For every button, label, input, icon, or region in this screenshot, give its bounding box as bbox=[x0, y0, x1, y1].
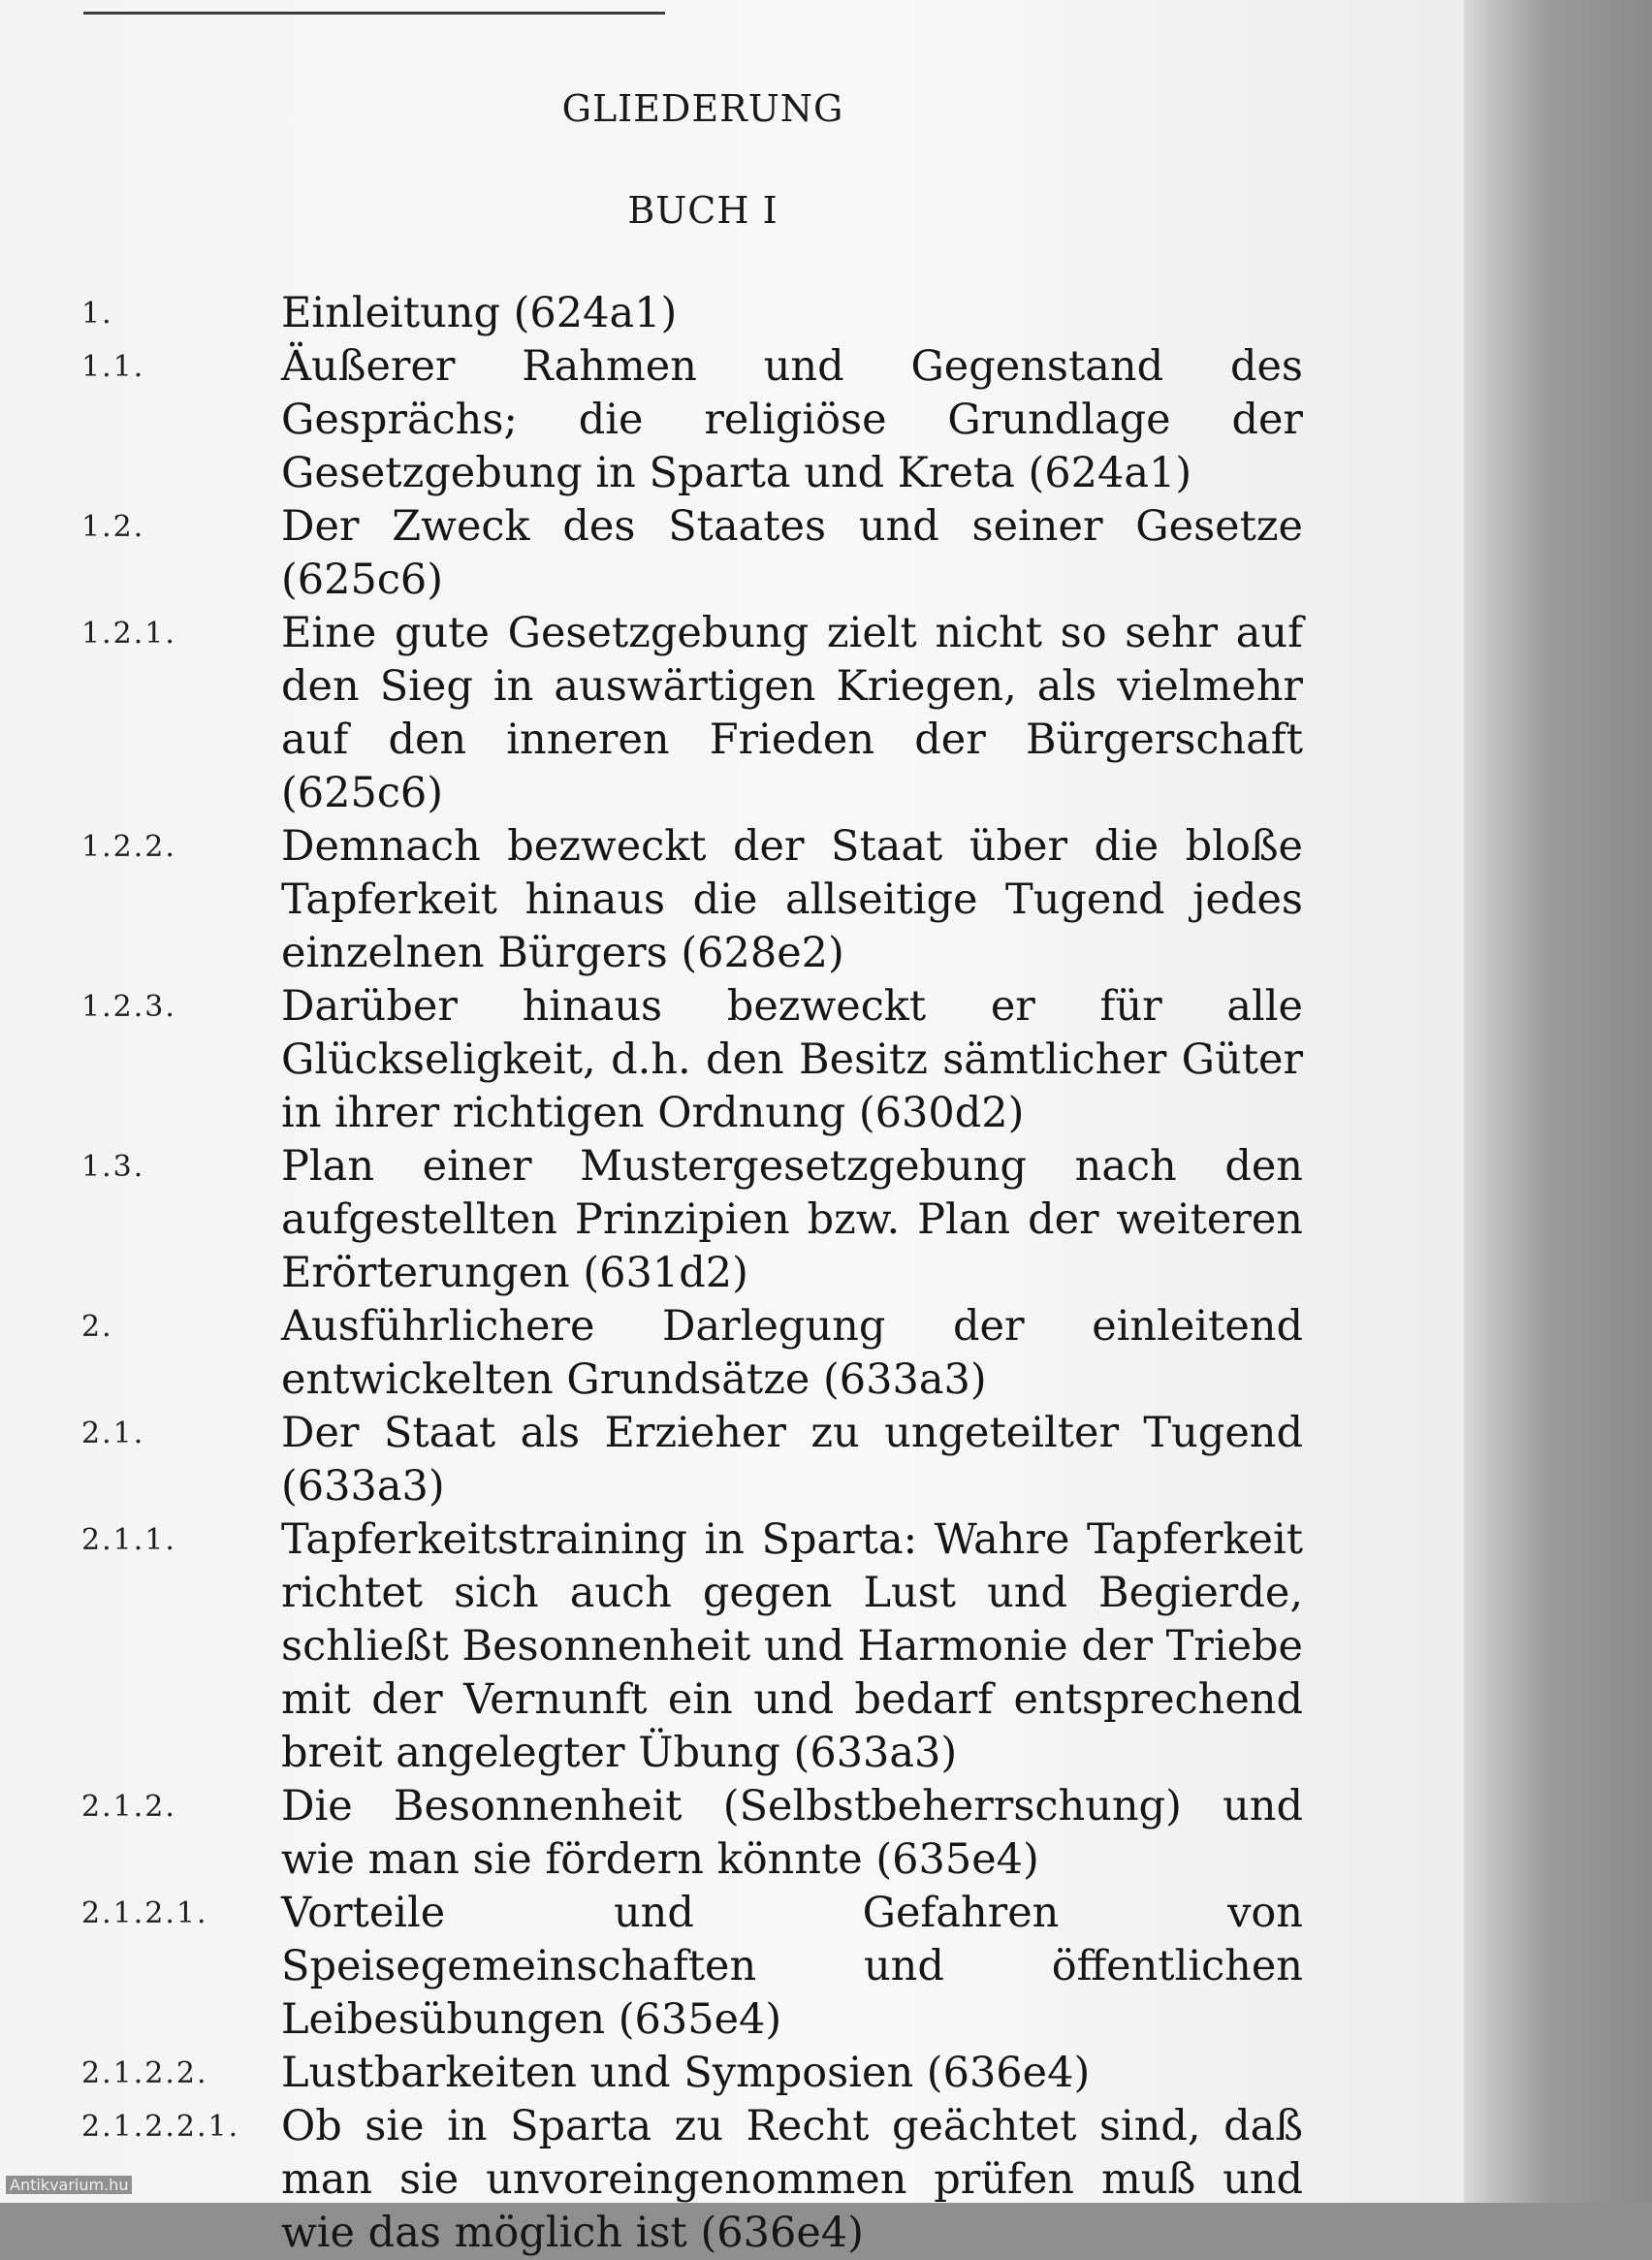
entry-number: 1.2.1. bbox=[81, 617, 176, 651]
entry-number: 2. bbox=[81, 1310, 113, 1344]
header-rule bbox=[83, 12, 665, 15]
page-gutter-shadow bbox=[1464, 0, 1652, 2203]
entry-number: 1.3. bbox=[81, 1150, 145, 1184]
entry-number: 2.1.2.2.1. bbox=[81, 2110, 240, 2144]
outline-entry bbox=[81, 2100, 1303, 2260]
entry-text: Der Staat als Erzieher zu ungeteilter Tugend (633a3) bbox=[281, 1409, 1303, 1511]
entry-number: 2.1.2. bbox=[81, 1790, 176, 1824]
entry-number: 2.1. bbox=[81, 1416, 145, 1450]
entry-text: Demnach bezweckt der Staat über die bloße Tapferkeit hinaus die allseitige Tugend jedes einzelnen Bürgers (628e2) bbox=[281, 822, 1303, 977]
outline-entry bbox=[81, 1513, 1303, 1780]
entry-number: 2.1.2.2. bbox=[81, 2056, 208, 2090]
entry-text: Vorteile und Gefahren von Speisegemeinschaften und öffentlichen Leibesübungen (635e4) bbox=[281, 1889, 1303, 2044]
book-subheading: BUCH I bbox=[627, 189, 778, 232]
entry-text: Eine gute Gesetzgebung zielt nicht so sehr auf den Sieg in auswärtigen Kriegen, als vielmehr auf den inneren Frieden der Bürgerschaft (625c6) bbox=[281, 609, 1303, 817]
outline-entry bbox=[81, 1140, 1303, 1300]
entry-text: Äußerer Rahmen und Gegenstand des Gesprächs; die religiöse Grundlage der Gesetzgebung in Sparta und Kreta (624a1) bbox=[281, 342, 1303, 497]
entry-number: 2.1.2.1. bbox=[81, 1896, 208, 1930]
entry-text: Tapferkeitstraining in Sparta: Wahre Tapferkeit richtet sich auch gegen Lust und Begierde, schließt Besonnenheit und Harmonie der Triebe mit der Vernunft ein und bedarf entsprechend breit angelegter Übung (633a3) bbox=[281, 1515, 1303, 1777]
page-heading: GLIEDERUNG bbox=[561, 87, 844, 130]
entry-number: 1. bbox=[81, 297, 113, 331]
entry-text: Ob sie in Sparta zu Recht geächtet sind, daß man sie unvoreingenommen prüfen muß und wie das möglich ist (636e4) bbox=[281, 2102, 1303, 2257]
entry-text: Lustbarkeiten und Symposien (636e4) bbox=[281, 2049, 1091, 2097]
entry-text: Die Besonnenheit (Selbstbeherrschung) und wie man sie fördern könnte (635e4) bbox=[281, 1782, 1303, 1884]
entry-number: 1.2. bbox=[81, 510, 145, 544]
entry-text: Plan einer Mustergesetzgebung nach den aufgestellten Prinzipien bzw. Plan der weiteren Erörterungen (631d2) bbox=[281, 1142, 1303, 1297]
outline-entry bbox=[81, 820, 1303, 980]
outline-entry bbox=[81, 2047, 1303, 2100]
entry-text: Ausführlichere Darlegung der einleitend entwickelten Grundsätze (633a3) bbox=[281, 1302, 1303, 1404]
outline-entry bbox=[81, 287, 1303, 340]
outline-entry bbox=[81, 1780, 1303, 1887]
outline-entry bbox=[81, 1887, 1303, 2047]
outline-entry bbox=[81, 980, 1303, 1140]
outline-entry bbox=[81, 340, 1303, 500]
entry-number: 1.1. bbox=[81, 350, 145, 384]
outline-entry bbox=[81, 607, 1303, 820]
entry-text: Der Zweck des Staates und seiner Gesetze (625c6) bbox=[281, 502, 1303, 604]
entry-text: Einleitung (624a1) bbox=[281, 289, 678, 337]
entry-number: 1.2.3. bbox=[81, 990, 176, 1024]
outline-list bbox=[81, 287, 1303, 2260]
entry-number: 2.1.1. bbox=[81, 1523, 176, 1557]
watermark-text: Antikvarium.hu bbox=[6, 2176, 132, 2194]
outline-entry bbox=[81, 1300, 1303, 1407]
entry-number: 1.2.2. bbox=[81, 830, 176, 864]
outline-entry bbox=[81, 1407, 1303, 1513]
entry-text: Darüber hinaus bezweckt er für alle Glückseligkeit, d.h. den Besitz sämtlicher Güter in ihrer richtigen Ordnung (630d2) bbox=[281, 982, 1303, 1137]
outline-entry bbox=[81, 500, 1303, 607]
